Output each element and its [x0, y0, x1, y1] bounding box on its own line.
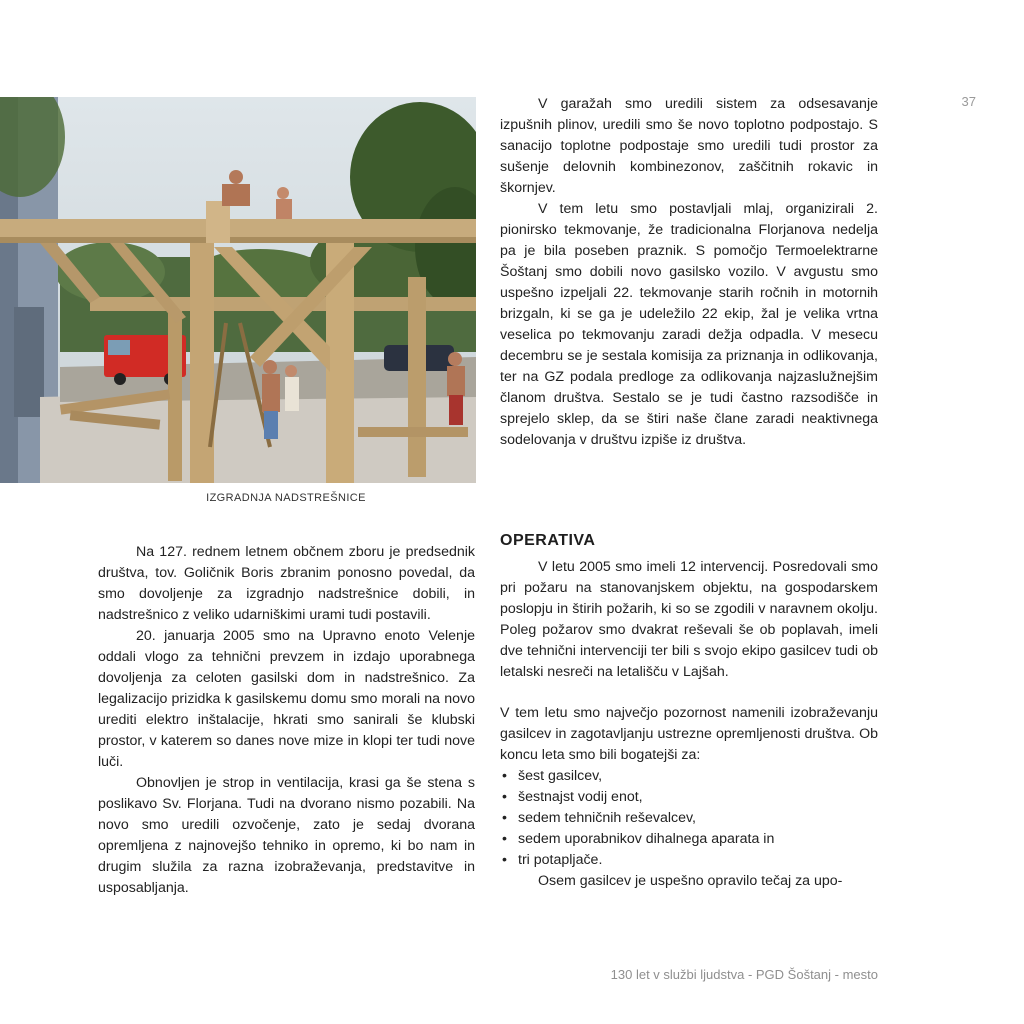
photo-illustration: [0, 97, 476, 483]
list-item: [500, 787, 878, 808]
bullet-icon: •: [502, 831, 507, 847]
paragraph: Osem gasilcev je uspešno opravilo tečaj za upo-: [538, 873, 843, 889]
section-heading: OPERATIVA: [500, 532, 596, 549]
left-text-column: [98, 542, 475, 899]
bullet-icon: •: [502, 810, 507, 826]
paragraph: V tem letu smo največjo pozornost namenili izobraževanju gasilcev in zagotavljanju ustrezne opremljenosti društva. Ob koncu leta smo bili bogatejši za:: [500, 705, 878, 763]
operativa-section: [500, 530, 878, 892]
paragraph: V letu 2005 smo imeli 12 intervencij. Posredovali smo pri požaru na stanovanjskem objektu, na gospodarskem poslopju in štirih požarih, ki so se zgodili v naravnem okolju. Poleg požarov smo dvakrat reševali še ob poplavah, imeli dve tehnični intervenciji ter bili s svojo ekipo gasilcev tudi ob letalski nesreči na letališču v Lajšah.: [500, 559, 878, 680]
right-text-column-top: [500, 94, 878, 451]
list-item-text: sedem tehničnih reševalcev,: [518, 810, 696, 826]
bullet-icon: •: [502, 789, 507, 805]
list-item-text: tri potapljače.: [518, 852, 603, 868]
page-footer: 130 let v službi ljudstva - PGD Šoštanj - mesto: [610, 967, 878, 982]
paragraph: V garažah smo uredili sistem za odsesavanje izpušnih plinov, uredili smo še novo toplotno podpostajo. S sanacijo toplotne podpostaje smo uredili tudi prostor za sušenje delovnih kombinezonov, zaščitnih rokavic in škornjev.: [500, 96, 878, 196]
list-item-text: sedem uporabnikov dihalnega aparata in: [518, 831, 775, 847]
paragraph: V tem letu smo postavljali mlaj, organizirali 2. pionirsko tekmovanje, že tradicionalna Florjanova nedelja pa je bila poseben praznik. S pomočjo Termoelektrarne Šoštanj smo dobili novo gasilsko vozilo. V avgustu smo uspešno izpeljali 22. tekmovanje starih ročnih in motornih brizgaln, ki se ga je udeležilo 22 ekip, žal je velika vrtna veselica po tekmovanju zaradi dežja odpadla. V mesecu decembru se je sestala komisija za priznanja in odlikovanja, ter na GZ podala predloge za odlikovanja najzaslužnejšim članom društva. Sestalo se je tudi častno razsodišče in sprejelo sklep, da se štiri naše člane zaradi neaktivnega sodelovanja v društvu izpiše iz društva.: [500, 201, 878, 448]
page-number: 37: [961, 94, 976, 109]
list-item: [500, 766, 878, 787]
bullet-list: [500, 766, 878, 871]
paragraph: Obnovljen je strop in ventilacija, krasi ga še stena s poslikavo Sv. Florjana. Tudi na dvorano nismo pozabili. Na novo smo uredili ozvočenje, zato je sedaj dvorana opremljena z najnovejšo tehniko in opremo, ki bo nam in drugim služila za razna izobraževanja, predstavitve in usposabljanja.: [98, 775, 475, 896]
bullet-icon: •: [502, 852, 507, 868]
paragraph: 20. januarja 2005 smo na Upravno enoto Velenje oddali vlogo za tehnični prevzem in izdajo uporabnega dovoljenja za celoten gasilski dom in nadstrešnico. Za legalizacijo prizidka k gasilskemu domu smo morali na novo urediti elektro inštalacije, hkrati smo sanirali še klubski prostor, v katerem so danes nove mize in klopi ter tudi nove luči.: [98, 628, 475, 770]
list-item: [500, 808, 878, 829]
construction-photo: [0, 97, 476, 483]
photo-caption: IZGRADNJA NADSTREŠNICE: [206, 492, 366, 504]
list-item-text: šest gasilcev,: [518, 768, 603, 784]
paragraph: Na 127. rednem letnem občnem zboru je predsednik društva, tov. Goličnik Boris zbranim ponosno povedal, da smo dovoljenje za izgradnjo nadstrešnice dobili, in nadstrešnico z veliko udarniškimi urami tudi postavili.: [98, 544, 475, 623]
list-item: [500, 850, 878, 871]
bullet-icon: •: [502, 768, 507, 784]
list-item-text: šestnajst vodij enot,: [518, 789, 643, 805]
list-item: [500, 829, 878, 850]
